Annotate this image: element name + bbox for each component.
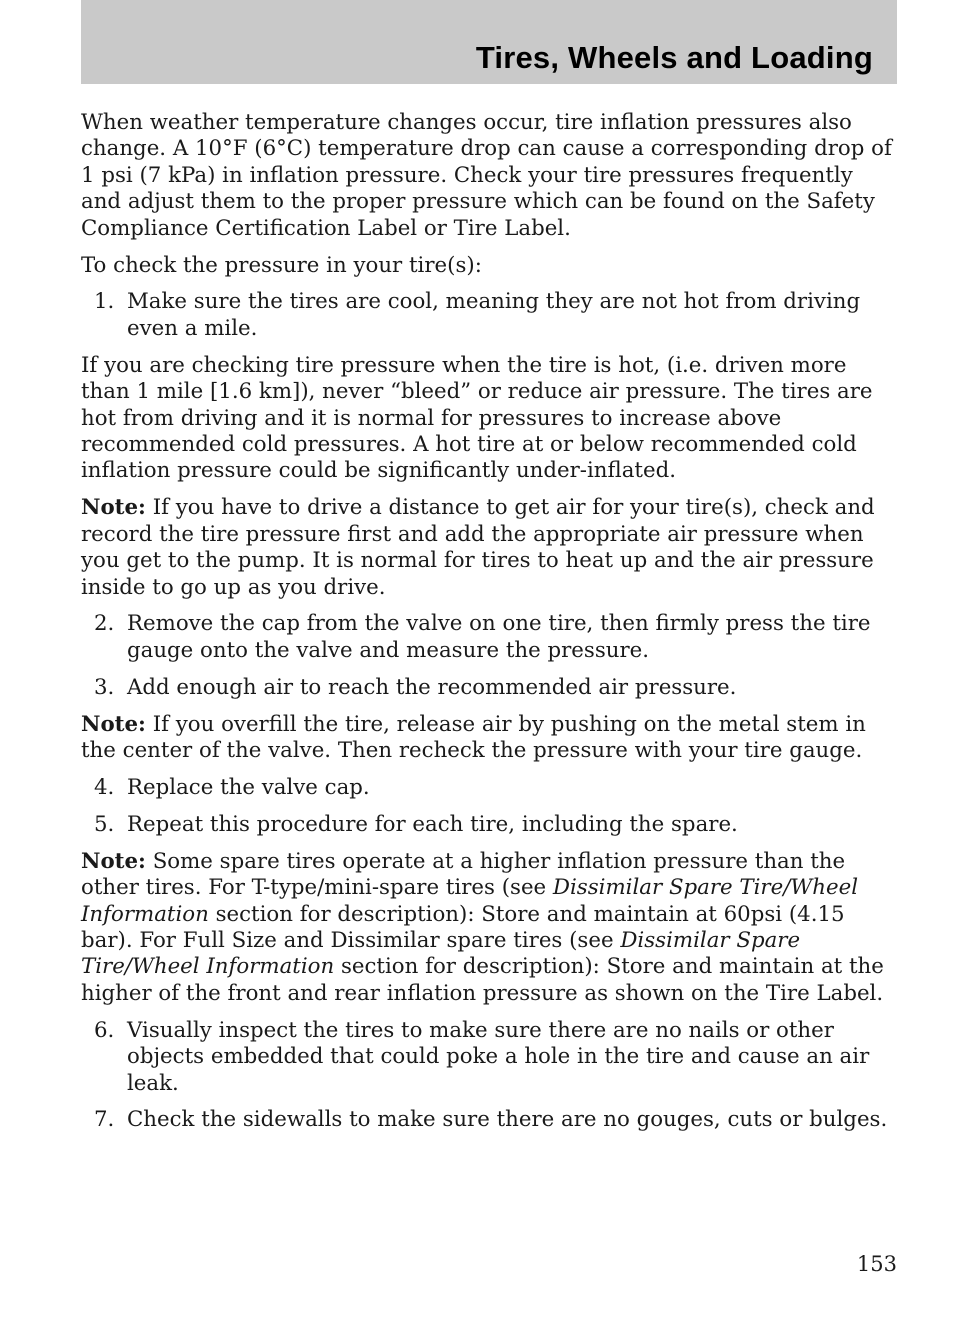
step-number: 4.: [94, 774, 115, 800]
step-text: Add enough air to reach the recommended air pressure.: [127, 674, 737, 700]
note-label: Note:: [81, 711, 146, 737]
list-item-step-6: [81, 1018, 897, 1097]
note-text: If you overfill the tire, release air by pushing on the metal stem in the center of the valve. Then recheck the pressure with your tire gauge.: [81, 711, 866, 764]
step-number: 2.: [94, 611, 115, 637]
step-number: 1.: [94, 289, 115, 315]
note-spare-tires: [81, 849, 897, 1007]
step-number: 7.: [94, 1107, 115, 1133]
list-item-step-4: [81, 775, 897, 801]
list-item-step-1: [81, 289, 897, 342]
section-reference: Dissimilar Spare Tire/Wheel Information: [81, 875, 859, 927]
note-text: section for description): Store and maintain at the higher of the front and rear inflation pressure as shown on the Tire Label.: [81, 954, 884, 1006]
step-text: Remove the cap from the valve on one tire, then firmly press the tire gauge onto the valve and measure the pressure.: [127, 611, 871, 663]
paragraph-intro: To check the pressure in your tire(s):: [81, 252, 482, 278]
step-text: Make sure the tires are cool, meaning they are not hot from driving even a mile.: [127, 289, 861, 341]
section-title: Tires, Wheels and Loading: [475, 40, 873, 75]
list-item-step-5: [81, 812, 897, 838]
page-number: 153: [856, 1252, 897, 1276]
note-text: section for description): Store and maintain at 60psi (4.15 bar). For Full Size and Dissimilar spare tires (see: [81, 901, 845, 953]
page-body: [81, 110, 897, 1144]
step-number: 5.: [94, 811, 115, 837]
section-reference: Dissimilar Spare Tire/Wheel Information: [81, 927, 801, 980]
step-number: 3.: [94, 674, 115, 700]
step-text: Visually inspect the tires to make sure there are no nails or other objects embedded that could poke a hole in the tire and cause an air leak.: [127, 1017, 870, 1096]
step-text: Repeat this procedure for each tire, including the spare.: [127, 811, 738, 837]
paragraph-temperature: When weather temperature changes occur, tire inflation pressures also change. A 10°F (6°C) temperature drop can cause a corresponding drop of 1 psi (7 kPa) in inflation pressure. Check your tire pressures frequently and adjust them to the proper pressure which can be found on the Safety Compliance Certification Label or Tire Label.: [81, 110, 892, 241]
note-label: Note:: [81, 495, 146, 521]
step-number: 6.: [94, 1017, 115, 1043]
section-header: [81, 0, 897, 84]
list-item-step-2: [81, 611, 897, 664]
paragraph-hot-tire: If you are checking tire pressure when the tire is hot, (i.e. driven more than 1 mile [1.6 km]), never “bleed” or reduce air pressure. The tires are hot from driving and it is normal for pressures to increase above recommended cold pressures. A hot tire at or below recommended cold inflation pressure could be significantly under-inflated.: [81, 352, 873, 484]
note-drive-distance: [81, 495, 897, 601]
step-text: Replace the valve cap.: [127, 774, 370, 800]
note-text: If you have to drive a distance to get air for your tire(s), check and record the tire pressure first and add the appropriate air pressure when you get to the pump. It is normal for tires to heat up and the air pressure inside to go up as you drive.: [81, 495, 875, 600]
list-item-step-3: [81, 675, 897, 701]
list-item-step-7: [81, 1107, 897, 1133]
note-overfill: [81, 712, 897, 765]
step-text: Check the sidewalls to make sure there are no gouges, cuts or bulges.: [127, 1107, 888, 1133]
note-text: Some spare tires operate at a higher inflation pressure than the other tires. For T-type/mini-spare tires (see: [81, 848, 846, 901]
note-label: Note:: [81, 848, 146, 874]
